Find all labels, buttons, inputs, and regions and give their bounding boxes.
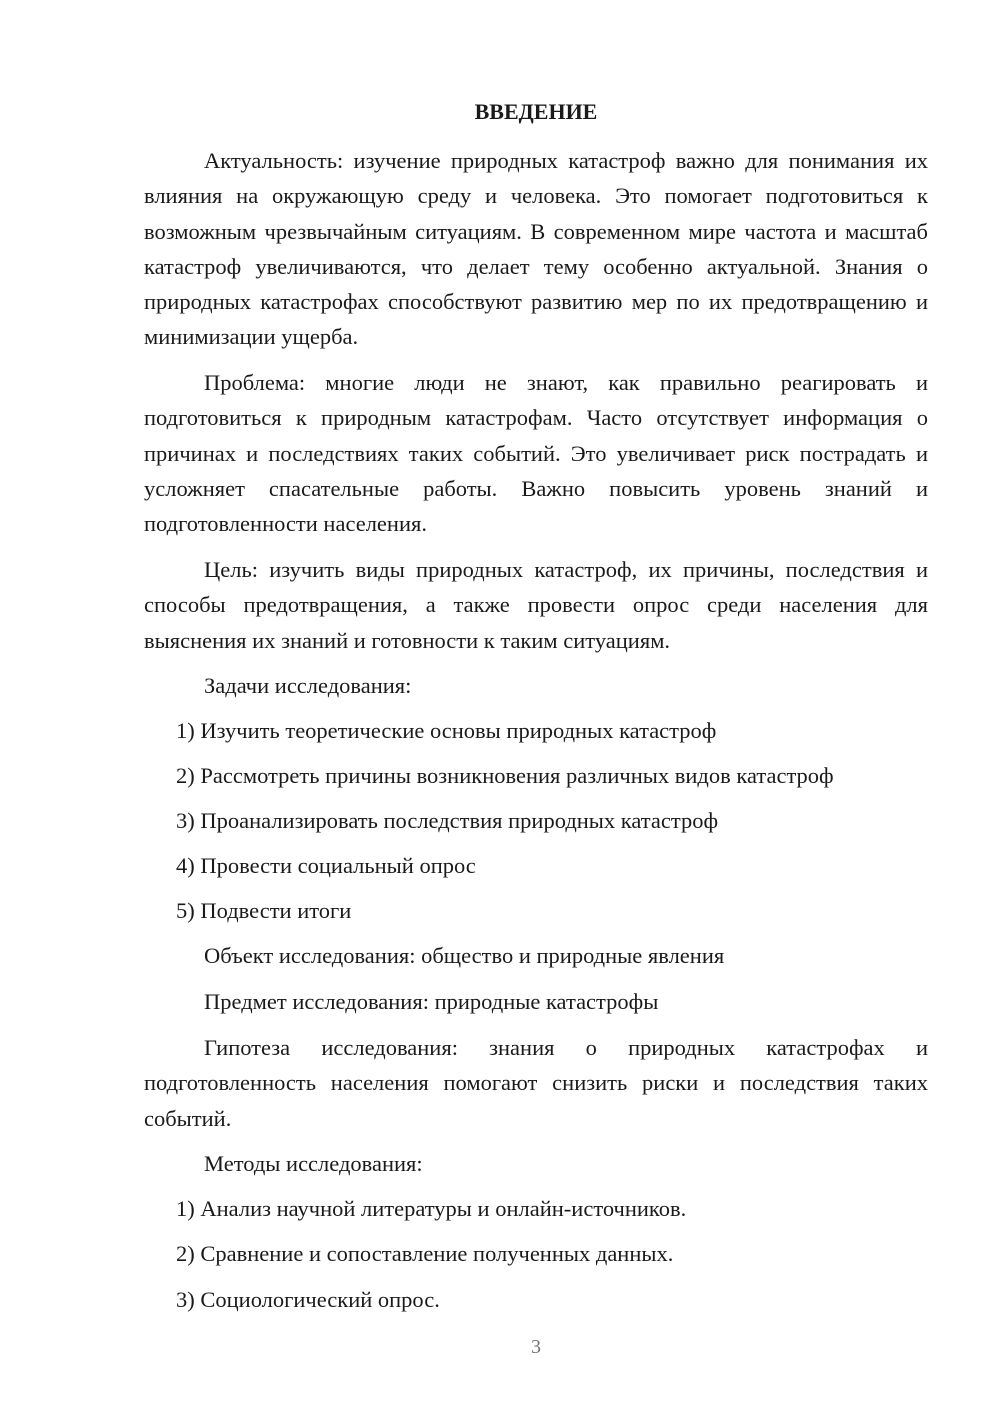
page-number: 3 (531, 1336, 541, 1358)
methods-heading: Методы исследования: (204, 1151, 423, 1176)
method-item-3: 3) Социологический опрос. (176, 1287, 440, 1312)
goal-paragraph: Цель: изучить виды природных катастроф, их причины, последствия и способы предотвращения, а также провести опрос среди населения для выяснения их знаний и готовности к таким ситуациям. (144, 557, 928, 653)
problem-paragraph: Проблема: многие люди не знают, как правильно реагировать и подготовиться к природным катастрофам. Часто отсутствует информация о причинах и последствиях таких событий. Это увеличивает риск пострадать и усложняет спасательные работы. Важно повысить уровень знаний и подготовленности населения. (144, 370, 928, 537)
research-subject: Предмет исследования: природные катастрофы (204, 989, 659, 1014)
task-item-5: 5) Подвести итоги (176, 898, 352, 923)
task-item-1: 1) Изучить теоретические основы природных катастроф (176, 718, 717, 743)
research-object: Объект исследования: общество и природные явления (204, 943, 725, 968)
hypothesis-paragraph: Гипотеза исследования: знания о природных катастрофах и подготовленность населения помогают снизить риски и последствия таких событий. (144, 1035, 928, 1131)
tasks-heading: Задачи исследования: (204, 673, 412, 698)
method-item-2: 2) Сравнение и сопоставление полученных данных. (176, 1241, 674, 1266)
task-item-2: 2) Рассмотреть причины возникновения различных видов катастроф (176, 763, 834, 788)
page-title: ВВЕДЕНИЕ (474, 99, 598, 124)
method-item-1: 1) Анализ научной литературы и онлайн-источников. (176, 1196, 687, 1221)
relevance-paragraph: Актуальность: изучение природных катастроф важно для понимания их влияния на окружающую среду и человека. Это помогает подготовиться к возможным чрезвычайным ситуациям. В современном мире частота и масштаб катастроф увеличиваются, что делает тему особенно актуальной. Знания о природных катастрофах способствуют развитию мер по их предотвращению и минимизации ущерба. (144, 148, 928, 350)
task-item-3: 3) Проанализировать последствия природных катастроф (176, 808, 719, 833)
task-item-4: 4) Провести социальный опрос (176, 853, 476, 878)
